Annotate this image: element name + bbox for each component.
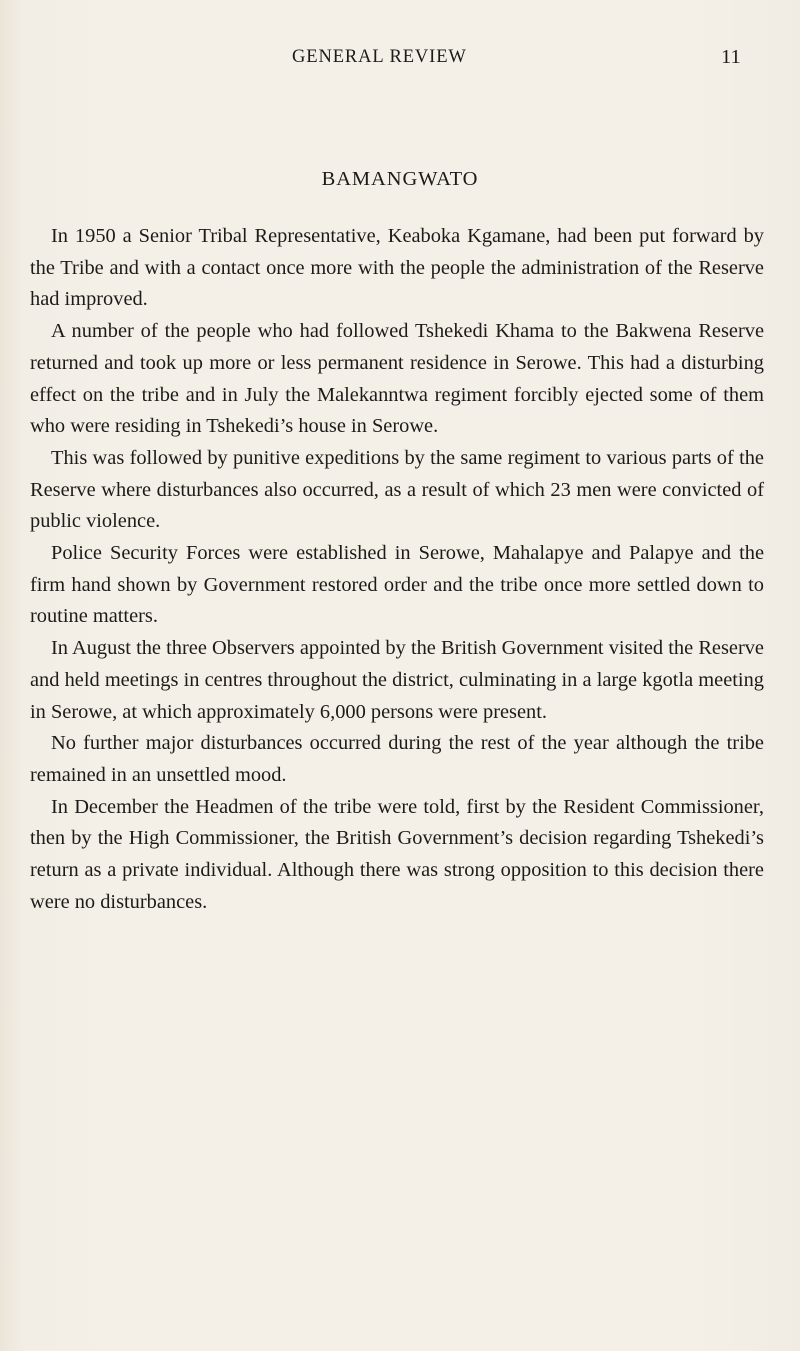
paragraph: Police Security Forces were established in Serowe, Mahalapye and Palapye and the firm hand shown by Government restored order and the tribe once more settled down to routine matters. bbox=[30, 542, 764, 628]
paragraph: A number of the people who had followed Tshekedi Khama to the Bakwena Reserve returned and took up more or less permanent residence in Serowe. This had a disturbing effect on the tribe and in July the Malekanntwa regiment forcibly ejected some of them who were residing in Tshekedi’s house in Serowe. bbox=[30, 320, 764, 438]
page-number: 11 bbox=[721, 46, 741, 68]
paragraph: In 1950 a Senior Tribal Representative, Keaboka Kgamane, had been put forward by the Tribe and with a contact once more with the people the administration of the Reserve had improved. bbox=[30, 225, 764, 311]
page-header bbox=[0, 47, 800, 75]
paragraph: No further major disturbances occurred during the rest of the year although the tribe remained in an unsettled mood. bbox=[30, 732, 764, 786]
paragraph: This was followed by punitive expeditions by the same regiment to various parts of the Reserve where disturbances also occurred, as a result of which 23 men were convicted of public violence. bbox=[30, 446, 764, 533]
running-head: GENERAL REVIEW bbox=[292, 47, 467, 67]
paragraph: In August the three Observers appointed by the British Government visited the Reserve and held meetings in centres throughout the district, culminating in a large kgotla meeting in Serowe, at which approximately 6,000 persons were present. bbox=[30, 637, 764, 723]
section-title: BAMANGWATO bbox=[321, 168, 479, 190]
body-text bbox=[30, 221, 764, 918]
paragraph: In December the Headmen of the tribe were told, first by the Resident Commissioner, then by the High Commissioner, the British Government’s decision regarding Tshekedi’s return as a private individual. Although there was strong opposition to this decision there were no disturbances. bbox=[30, 795, 764, 913]
